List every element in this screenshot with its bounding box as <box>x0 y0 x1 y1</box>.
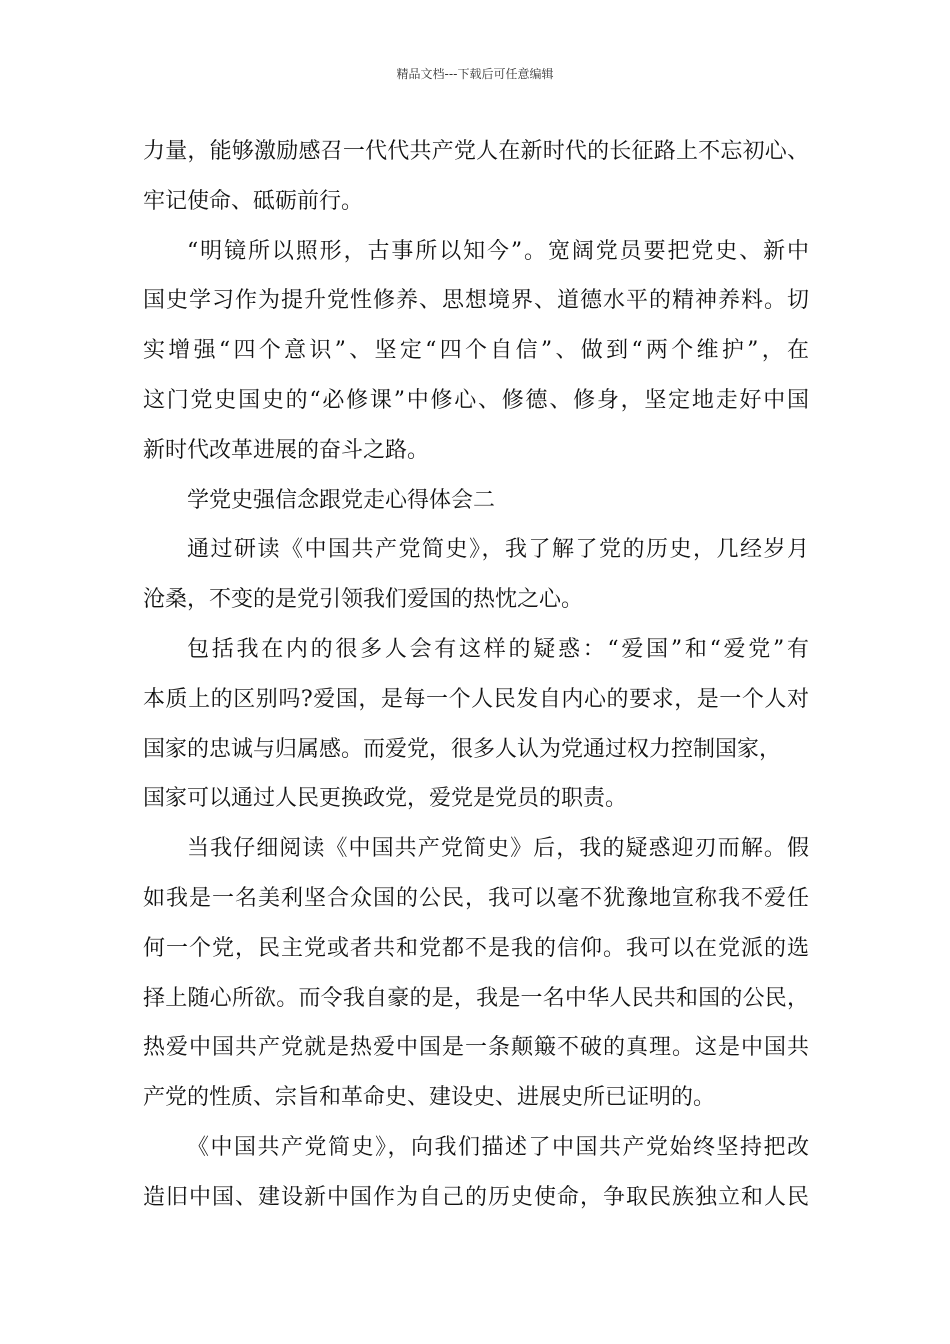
text-line: 产党的性质、宗旨和革命史、建设史、进展史所已证明的。 <box>143 1085 716 1111</box>
text-line: 国史学习作为提升党性修养、思想境界、道德水平的精神养料。切 <box>143 288 809 314</box>
text-line: 择上随心所欲。而令我自豪的是，我是一名中华人民共和国的公民， <box>143 985 809 1011</box>
text-line: 何一个党，民主党或者共和党都不是我的信仰。我可以在党派的选 <box>143 935 809 961</box>
text-line: 通过研读《中国共产党简史》，我了解了党的历史，几经岁月 <box>187 537 809 563</box>
text-line: 沧桑，不变的是党引领我们爱国的热忱之心。 <box>143 587 584 613</box>
text-line: 这门党史国史的“必修课”中修心、修德、修身，坚定地走好中国 <box>143 387 809 413</box>
text-line: 牢记使命、砥砺前行。 <box>143 188 364 214</box>
text-line: 国家的忠诚与归属感。而爱党，很多人认为党通过权力控制国家， <box>143 736 782 762</box>
text-line: 力量，能够激励感召一代代共产党人在新时代的长征路上不忘初心、 <box>143 139 809 164</box>
text-line: 新时代改革进展的奋斗之路。 <box>143 437 430 463</box>
text-line: “明镜所以照形，古事所以知今”。宽阔党员要把党史、新中 <box>187 238 809 264</box>
text-line: 包括我在内的很多人会有这样的疑惑：“爱国”和“爱党”有 <box>187 636 809 662</box>
text-line: 造旧中国、建设新中国作为自己的历史使命，争取民族独立和人民 <box>143 1184 809 1210</box>
text-line: 热爱中国共产党就是热爱中国是一条颠簸不破的真理。这是中国共 <box>143 1035 809 1061</box>
text-line: 当我仔细阅读《中国共产党简史》后，我的疑惑迎刃而解。假 <box>187 836 809 862</box>
text-line: 国家可以通过人民更换政党，爱党是党员的职责。 <box>143 786 628 812</box>
text-line: 《中国共产党简史》，向我们描述了中国共产党始终坚持把改 <box>187 1134 809 1160</box>
document-body <box>143 130 809 1226</box>
text-line: 如我是一名美利坚合众国的公民，我可以毫不犹豫地宣称我不爱任 <box>143 885 809 911</box>
text-line: 学党史强信念跟党走心得体会二 <box>187 487 496 513</box>
page-header: 精品文档---下载后可任意编辑 <box>396 67 554 81</box>
text-line: 实增强“四个意识”、坚定“四个自信”、做到“两个维护”，在 <box>143 338 809 364</box>
text-line: 本质上的区别吗?爱国，是每一个人民发自内心的要求，是一个人对 <box>143 686 809 712</box>
